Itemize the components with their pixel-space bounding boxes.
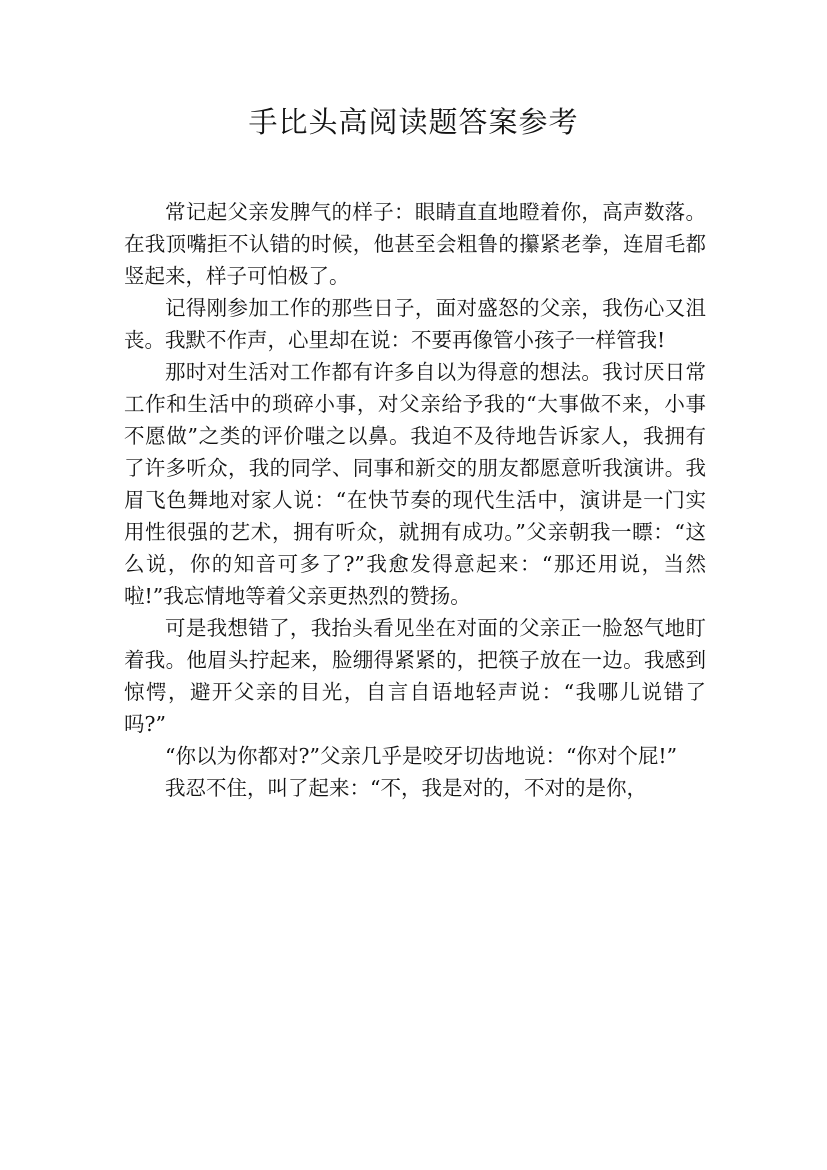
document-title: 手比头高阅读题答案参考	[248, 105, 579, 139]
paragraph: 我忍不住，叫了起来：“不，我是对的，不对的是你，	[165, 776, 647, 800]
paragraph: 记得刚参加工作的那些日子，面对盛怒的父亲，我伤心又沮丧。我默不作声，心里却在说：不要再像管小孩子一样管我!	[124, 296, 706, 352]
paragraph: 可是我想错了，我抬头看见坐在对面的父亲正一脸怒气地盯着我。他眉头拧起来，脸绷得紧紧的，把筷子放在一边。我感到惊愕，避开父亲的目光，自言自语地轻声说：“我哪儿说错了吗?”	[124, 616, 706, 736]
paragraph: “你以为你都对?”父亲几乎是咬牙切齿地说：“你对个屁!”	[165, 744, 678, 768]
paragraph: 常记起父亲发脾气的样子：眼睛直直地瞪着你，高声数落。在我顶嘴拒不认错的时候，他甚至会粗鲁的攥紧老拳，连眉毛都竖起来，样子可怕极了。	[124, 200, 706, 288]
document-body	[124, 196, 706, 804]
paragraph: 那时对生活对工作都有许多自以为得意的想法。我讨厌日常工作和生活中的琐碎小事，对父亲给予我的“大事做不来，小事不愿做”之类的评价嗤之以鼻。我迫不及待地告诉家人，我拥有了许多听众，我的同学、同事和新交的朋友都愿意听我演讲。我眉飞色舞地对家人说：“在快节奏的现代生活中，演讲是一门实用性很强的艺术，拥有听众，就拥有成功。”父亲朝我一瞟：“这么说，你的知音可多了?”我愈发得意起来：“那还用说，当然啦!”我忘情地等着父亲更热烈的赞扬。	[124, 360, 706, 608]
